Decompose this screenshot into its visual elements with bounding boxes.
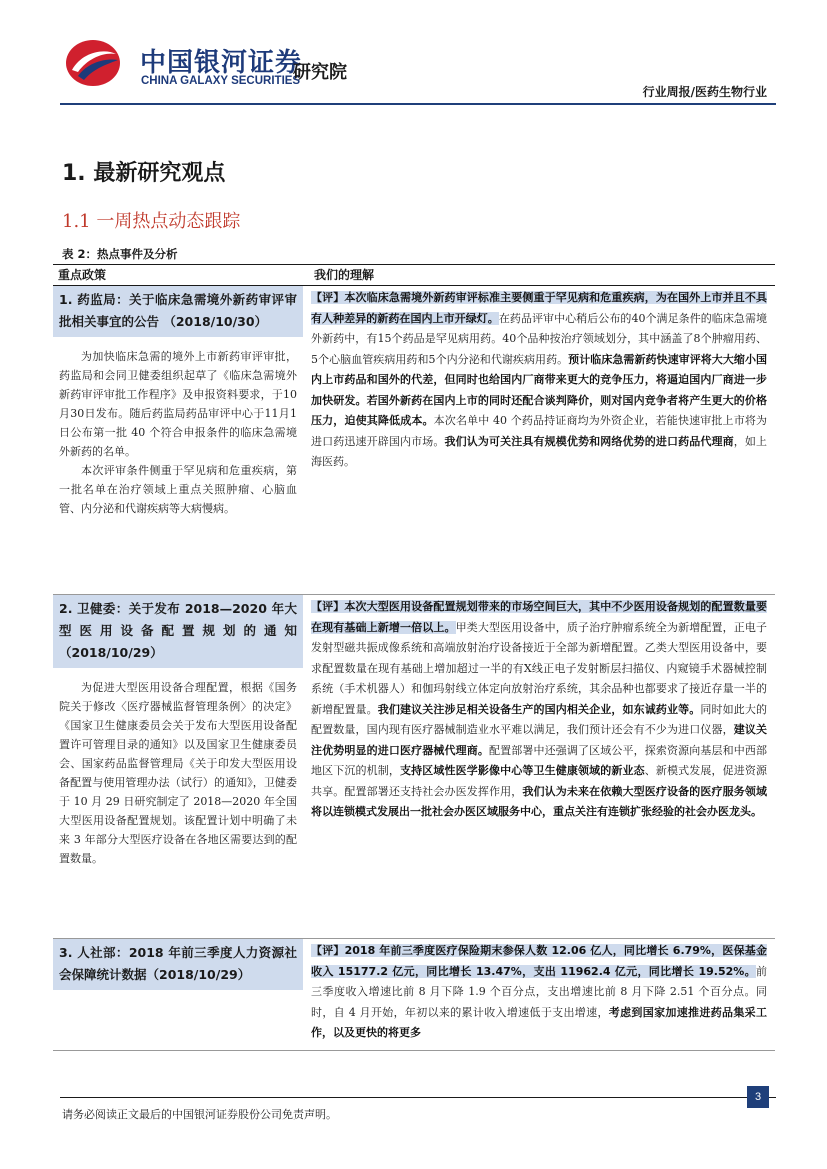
policy-title: 3. 人社部：2018 年前三季度人力资源社会保障统计数据（2018/10/29） (53, 939, 303, 990)
analysis-emphasis: 【评】本次大型医用设备配置规划带来的市场空间巨大，其中不少医用设备规划的配置数量要在现有基础上新增一倍以上。 (311, 600, 767, 634)
policy-title: 1. 药监局：关于临床急需境外新药审评审批相关事宜的公告 （2018/10/30） (53, 286, 303, 337)
brand-name-cn: 中国银河证券 (140, 48, 303, 78)
analysis-run: 在药品评审中心稍后公布的40个满足条件的临床急需境外新药中，有15个药品是罕见病用药。40个品种按治疗领域划分，其中涵盖了8个肿瘤用药、5个心脑血管疾病用药和5个内分泌和代谢疾病用药。 (311, 311, 768, 366)
table-row (53, 595, 775, 939)
subsection-heading: 1.1 一周热点动态跟踪 (62, 211, 241, 232)
policy-description: 本次评审条件侧重于罕见病和危重疾病，第一批名单在治疗领域上重点关照肿瘤、心脑血管、内分泌和代谢疾病等大病慢病。 (59, 464, 297, 515)
analysis-run: ，如上海医药。 (311, 434, 767, 468)
analysis-run: 、新模式发展，促进资源共享。配置部署还支持社会办医发挥作用， (311, 764, 767, 798)
analysis-text (311, 288, 767, 473)
analysis-run: 甲类大型医用设备中，质子治疗肿瘤系统全为新增配置，正电子发射型磁共振成像系统和高端放射治疗设备接近于全部为新增配置。乙类大型医用设备中，要求配置数量在现有基础上增加超过一半的有X线正电子发射断层扫描仪、内窥镜手术器械控制系统（手术机器人）和伽玛射线立体定向放射治疗系统，其余品种也都要求了接近存量一半的新增配置量。 (311, 620, 767, 716)
analysis-run: 本次名单中 40 个药品持证商均为外资企业，若能快速审批上市将为进口药迅速开辟国内市场。 (311, 414, 767, 448)
footer-disclaimer: 请务必阅读正文最后的中国银河证券股份公司免责声明。 (62, 1108, 337, 1121)
policy-cell (53, 595, 303, 938)
column-header-policy: 重点政策 (58, 268, 107, 282)
hot-events-table (53, 264, 775, 1051)
analysis-run: 前三季度收入增速比前 8 月下降 1.9 个百分点，支出增速比前 8 月下降 2.51 个百分点。同时，自 4 月开始，年初以来的累计收入增速低于支出增速， (311, 964, 768, 1019)
analysis-emphasis: 考虑到国家加速推进药品集采工作，以及更快的将更多 (311, 1005, 767, 1039)
analysis-emphasis: 预计临床急需新药快速审评将大大缩小国内上市药品和国外的代差，但同时也给国内厂商带来更大的竞争压力，将逼迫国内厂商进一步加快研发。若国外新药在国内上市的同时还配合谈判降价，则对国内竞争者将产生更大的价格压力，迫使其降低成本。 (311, 352, 768, 427)
brand-institute: 研究院 (293, 62, 347, 83)
table-row (53, 939, 775, 1051)
brand-name-en: CHINA GALAXY SECURITIES (141, 75, 301, 87)
analysis-cell (303, 286, 775, 594)
table-caption: 表 2：热点事件及分析 (62, 247, 178, 261)
analysis-emphasis: 建议关注优势明显的进口医疗器械代理商。 (311, 723, 767, 757)
analysis-emphasis: 【评】本次临床急需境外新药审评标准主要侧重于罕见病和危重疾病，为在国外上市并且不具有人种差异的新药在国内上市开绿灯。 (311, 291, 767, 325)
column-header-understanding: 我们的理解 (314, 268, 375, 282)
analysis-emphasis: 【评】2018 年前三季度医疗保险期末参保人数 12.06 亿人，同比增长 6.79%，医保基金收入 15177.2 亿元，同比增长 13.47%，支出 11962.4 亿元，同比增长 19.52%。 (311, 944, 767, 978)
page-number: 3 (747, 1086, 769, 1108)
policy-cell (53, 286, 303, 594)
report-tag: 行业周报/医药生物行业 (642, 85, 767, 99)
policy-title: 2. 卫健委：关于发布 2018—2020 年大型医用设备配置规划的通知 （2018/10/29） (53, 595, 303, 668)
header-divider (60, 103, 776, 105)
analysis-text (311, 941, 767, 1044)
galaxy-logo-icon (64, 38, 122, 88)
analysis-emphasis: 我们认为未来在依赖大型医疗设备的医疗服务领域将以连锁模式发展出一批社会办医区域服务中心，重点关注有连锁扩张经验的社会办医龙头。 (311, 784, 767, 818)
policy-description: 为加快临床急需的境外上市新药审评审批，药监局和会同卫健委组织起草了《临床急需境外新药审评审批工作程序》及申报资料要求，于10月30日发布。随后药监局药品审评中心于11月1日公布第一批 40 个符合申报条件的临床急需境外新药的名单。 (59, 350, 297, 458)
footer-divider (60, 1097, 776, 1098)
analysis-emphasis: 我们认为可关注具有规模优势和网络优势的进口药品代理商 (444, 434, 734, 448)
analysis-cell (303, 595, 775, 938)
policy-description: 为促进大型医用设备合理配置，根据《国务院关于修改〈医疗器械监督管理条例〉的决定》《国家卫生健康委员会关于发布大型医用设备配置许可管理目录的通知》以及国家卫生健康委员会、国家药品监督管理局《关于印发大型医用设备配置与使用管理办法（试行）的通知》，卫健委于 10 月 29 日研究制定了 2018—2020 年全国大型医用设备配置规划。该配置计划中明确了未来 3 年部分大型医疗设备在各地区需要达到的配置数量。 (59, 681, 297, 865)
analysis-emphasis: 我们建议关注涉足相关设备生产的国内相关企业，如东诚药业等。 (377, 702, 701, 716)
analysis-run: 配置部署中还强调了区域公平，探索资源向基层和中西部地区下沉的机制， (311, 743, 767, 777)
analysis-text (311, 597, 767, 823)
table-header-row (53, 264, 775, 286)
analysis-emphasis: 支持区域性医学影像中心等卫生健康领域的新业态 (400, 764, 645, 777)
analysis-run: 同时如此大的配置数量，国内现有医疗器械制造业水平难以满足，我们预计还会有不少为进口仪器， (311, 702, 767, 736)
policy-cell (53, 939, 303, 1050)
section-heading: 1. 最新研究观点 (62, 161, 226, 186)
table-row (53, 286, 775, 595)
analysis-cell (303, 939, 775, 1050)
